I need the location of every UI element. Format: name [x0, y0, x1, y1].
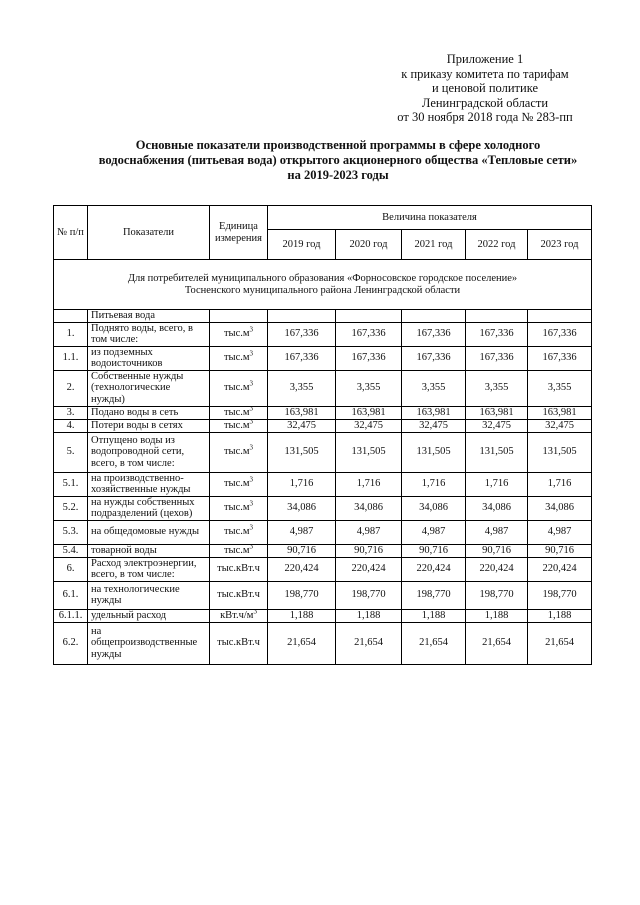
unit-text: тыс.м — [223, 328, 250, 340]
unit-text: тыс.м — [223, 446, 250, 458]
row-indicator: Потери воды в сетях — [88, 419, 210, 432]
row-value: 1,188 — [336, 609, 402, 622]
unit-text: тыс.м — [223, 478, 250, 490]
row-value: 3,355 — [528, 370, 592, 406]
row-value: 21,654 — [528, 622, 592, 664]
table-row — [54, 622, 592, 664]
title-line: на 2019-2023 годы — [287, 168, 389, 182]
row-value: 3,355 — [268, 370, 336, 406]
row-value: 4,987 — [268, 520, 336, 544]
row-value: 167,336 — [336, 322, 402, 346]
row-value: 32,475 — [466, 419, 528, 432]
group-line: Для потребителей муниципального образования «Форносовское городское поселение» — [127, 272, 518, 284]
row-value: 21,654 — [268, 622, 336, 664]
row-value: 167,336 — [268, 346, 336, 370]
unit-text: кВт.ч/м — [220, 609, 254, 621]
row-indicator: товарной воды — [88, 544, 210, 557]
table-row — [54, 609, 592, 622]
unit-superscript: 3 — [249, 349, 254, 358]
row-indicator: из подземных водоисточников — [88, 346, 210, 370]
table-row — [54, 472, 592, 496]
row-value: 1,188 — [466, 609, 528, 622]
row-number: 5.3. — [54, 520, 88, 544]
unit-superscript: 3 — [249, 406, 254, 413]
unit-text: тыс.м — [223, 526, 250, 538]
row-value: 198,770 — [466, 581, 528, 609]
row-number: 5.2. — [54, 496, 88, 520]
document-title — [78, 138, 598, 183]
row-value: 220,424 — [268, 557, 336, 581]
consumer-group-row — [54, 260, 592, 310]
unit-superscript: 3 — [253, 609, 257, 616]
row-unit — [210, 557, 268, 581]
row-value: 1,188 — [528, 609, 592, 622]
section-empty-cell — [466, 310, 528, 323]
header-year: 2023 год — [528, 230, 592, 260]
indicators-table — [53, 205, 592, 665]
row-value: 198,770 — [528, 581, 592, 609]
row-value: 21,654 — [336, 622, 402, 664]
row-value: 163,981 — [268, 406, 336, 419]
row-unit — [210, 322, 268, 346]
row-value: 167,336 — [336, 346, 402, 370]
group-line: Тосненского муниципального района Ленинградской области — [184, 284, 461, 296]
row-unit — [210, 496, 268, 520]
section-empty-cell — [268, 310, 336, 323]
row-indicator: удельный расход — [88, 609, 210, 622]
row-number: 6.1. — [54, 581, 88, 609]
row-number: 4. — [54, 419, 88, 432]
row-number: 5.4. — [54, 544, 88, 557]
row-indicator: на производственно-хозяйственные нужды — [88, 472, 210, 496]
row-value: 90,716 — [336, 544, 402, 557]
row-value: 131,505 — [466, 432, 528, 472]
row-value: 198,770 — [402, 581, 466, 609]
row-number: 6.2. — [54, 622, 88, 664]
section-num-cell — [54, 310, 88, 323]
row-unit — [210, 370, 268, 406]
row-value: 167,336 — [268, 322, 336, 346]
row-number: 2. — [54, 370, 88, 406]
header-year: 2022 год — [466, 230, 528, 260]
appendix-line: к приказу комитета по тарифам — [401, 66, 569, 81]
unit-superscript: 3 — [249, 499, 254, 508]
unit-text: тыс.м — [223, 502, 250, 514]
unit-superscript: 3 — [249, 475, 254, 484]
row-value: 131,505 — [336, 432, 402, 472]
row-value: 167,336 — [466, 322, 528, 346]
row-value: 220,424 — [466, 557, 528, 581]
row-number: 5.1. — [54, 472, 88, 496]
header-year: 2020 год — [336, 230, 402, 260]
row-value: 1,188 — [268, 609, 336, 622]
unit-superscript: 3 — [249, 379, 254, 388]
row-value: 3,355 — [336, 370, 402, 406]
row-unit — [210, 520, 268, 544]
row-indicator: Расход электроэнергии, всего, в том числе: — [88, 557, 210, 581]
row-value: 1,716 — [528, 472, 592, 496]
row-indicator: на общепроизводственные нужды — [88, 622, 210, 664]
row-value: 163,981 — [402, 406, 466, 419]
row-unit — [210, 432, 268, 472]
unit-text: тыс.м — [223, 406, 250, 418]
table-row — [54, 544, 592, 557]
row-value: 32,475 — [402, 419, 466, 432]
section-empty-cell — [528, 310, 592, 323]
table-row — [54, 432, 592, 472]
row-value: 34,086 — [528, 496, 592, 520]
row-value: 167,336 — [528, 346, 592, 370]
row-value: 220,424 — [402, 557, 466, 581]
header-indicator: Показатели — [88, 206, 210, 260]
row-value: 4,987 — [528, 520, 592, 544]
row-value: 1,716 — [268, 472, 336, 496]
row-indicator: на технологические нужды — [88, 581, 210, 609]
row-indicator: Подано воды в сеть — [88, 406, 210, 419]
row-number: 6.1.1. — [54, 609, 88, 622]
row-value: 1,716 — [336, 472, 402, 496]
unit-superscript: 3 — [249, 419, 254, 426]
table-row — [54, 419, 592, 432]
unit-superscript: 3 — [249, 443, 254, 452]
header-year: 2019 год — [268, 230, 336, 260]
unit-superscript: 3 — [249, 523, 254, 532]
row-value: 32,475 — [268, 419, 336, 432]
row-value: 90,716 — [268, 544, 336, 557]
row-value: 34,086 — [402, 496, 466, 520]
row-value: 131,505 — [402, 432, 466, 472]
row-value: 32,475 — [336, 419, 402, 432]
row-value: 163,981 — [466, 406, 528, 419]
unit-text: тыс.м — [223, 419, 250, 431]
unit-text: тыс.кВт.ч — [217, 637, 260, 649]
row-value: 167,336 — [402, 322, 466, 346]
row-value: 90,716 — [466, 544, 528, 557]
row-unit — [210, 609, 268, 622]
row-number: 6. — [54, 557, 88, 581]
row-indicator: на нужды собственных подразделений (цехов) — [88, 496, 210, 520]
row-value: 163,981 — [336, 406, 402, 419]
header-unit: Единица измерения — [210, 206, 268, 260]
row-number: 1. — [54, 322, 88, 346]
row-number: 5. — [54, 432, 88, 472]
row-value: 1,716 — [402, 472, 466, 496]
row-value: 3,355 — [402, 370, 466, 406]
appendix-line: и ценовой политике — [431, 81, 539, 95]
unit-text: тыс.кВт.ч — [217, 563, 260, 575]
unit-text: тыс.кВт.ч — [217, 589, 260, 601]
row-value: 4,987 — [466, 520, 528, 544]
row-indicator: на общедомовые нужды — [88, 520, 210, 544]
table-row — [54, 557, 592, 581]
row-indicator: Поднято воды, всего, в том числе: — [88, 322, 210, 346]
table-row — [54, 370, 592, 406]
section-empty-cell — [210, 310, 268, 323]
row-value: 198,770 — [336, 581, 402, 609]
row-value: 90,716 — [402, 544, 466, 557]
table-row — [54, 496, 592, 520]
table-row — [54, 520, 592, 544]
title-line: водоснабжения (питьевая вода) открытого акционерного общества «Тепловые сети» — [98, 153, 578, 167]
appendix-line: от 30 ноября 2018 года № 283-пп — [397, 110, 573, 124]
unit-text: тыс.м — [223, 382, 250, 394]
row-value: 1,716 — [466, 472, 528, 496]
row-value: 34,086 — [336, 496, 402, 520]
row-value: 163,981 — [528, 406, 592, 419]
row-value: 4,987 — [336, 520, 402, 544]
appendix-header — [360, 52, 610, 125]
row-value: 198,770 — [268, 581, 336, 609]
row-value: 167,336 — [466, 346, 528, 370]
row-value: 131,505 — [528, 432, 592, 472]
row-indicator: Собственные нужды (технологические нужды) — [88, 370, 210, 406]
table-row — [54, 322, 592, 346]
table-row — [54, 406, 592, 419]
appendix-line: Приложение 1 — [446, 52, 524, 66]
table-row — [54, 346, 592, 370]
section-empty-cell — [402, 310, 466, 323]
title-line: Основные показатели производственной программы в сфере холодного — [135, 138, 541, 152]
section-title: Питьевая вода — [88, 310, 210, 323]
header-num: № п/п — [54, 206, 88, 260]
header-year: 2021 год — [402, 230, 466, 260]
row-value: 167,336 — [402, 346, 466, 370]
row-unit — [210, 472, 268, 496]
row-value: 34,086 — [268, 496, 336, 520]
row-value: 3,355 — [466, 370, 528, 406]
unit-superscript: 3 — [249, 544, 254, 551]
unit-text: тыс.м — [223, 352, 250, 364]
row-value: 21,654 — [402, 622, 466, 664]
unit-superscript: 3 — [249, 325, 254, 334]
row-unit — [210, 346, 268, 370]
row-unit — [210, 581, 268, 609]
unit-text: тыс.м — [223, 544, 250, 556]
row-value: 1,188 — [402, 609, 466, 622]
row-unit — [210, 406, 268, 419]
row-value: 34,086 — [466, 496, 528, 520]
row-value: 32,475 — [528, 419, 592, 432]
row-value: 131,505 — [268, 432, 336, 472]
row-number: 1.1. — [54, 346, 88, 370]
row-value: 220,424 — [336, 557, 402, 581]
row-unit — [210, 622, 268, 664]
row-value: 220,424 — [528, 557, 592, 581]
table-row — [54, 581, 592, 609]
row-unit — [210, 419, 268, 432]
row-value: 167,336 — [528, 322, 592, 346]
appendix-line: Ленинградской области — [421, 95, 549, 110]
row-number: 3. — [54, 406, 88, 419]
row-value: 90,716 — [528, 544, 592, 557]
row-value: 21,654 — [466, 622, 528, 664]
row-unit — [210, 544, 268, 557]
row-indicator: Отпущено воды из водопроводной сети, всего, в том числе: — [88, 432, 210, 472]
section-empty-cell — [336, 310, 402, 323]
header-value: Величина показателя — [268, 206, 592, 230]
row-value: 4,987 — [402, 520, 466, 544]
